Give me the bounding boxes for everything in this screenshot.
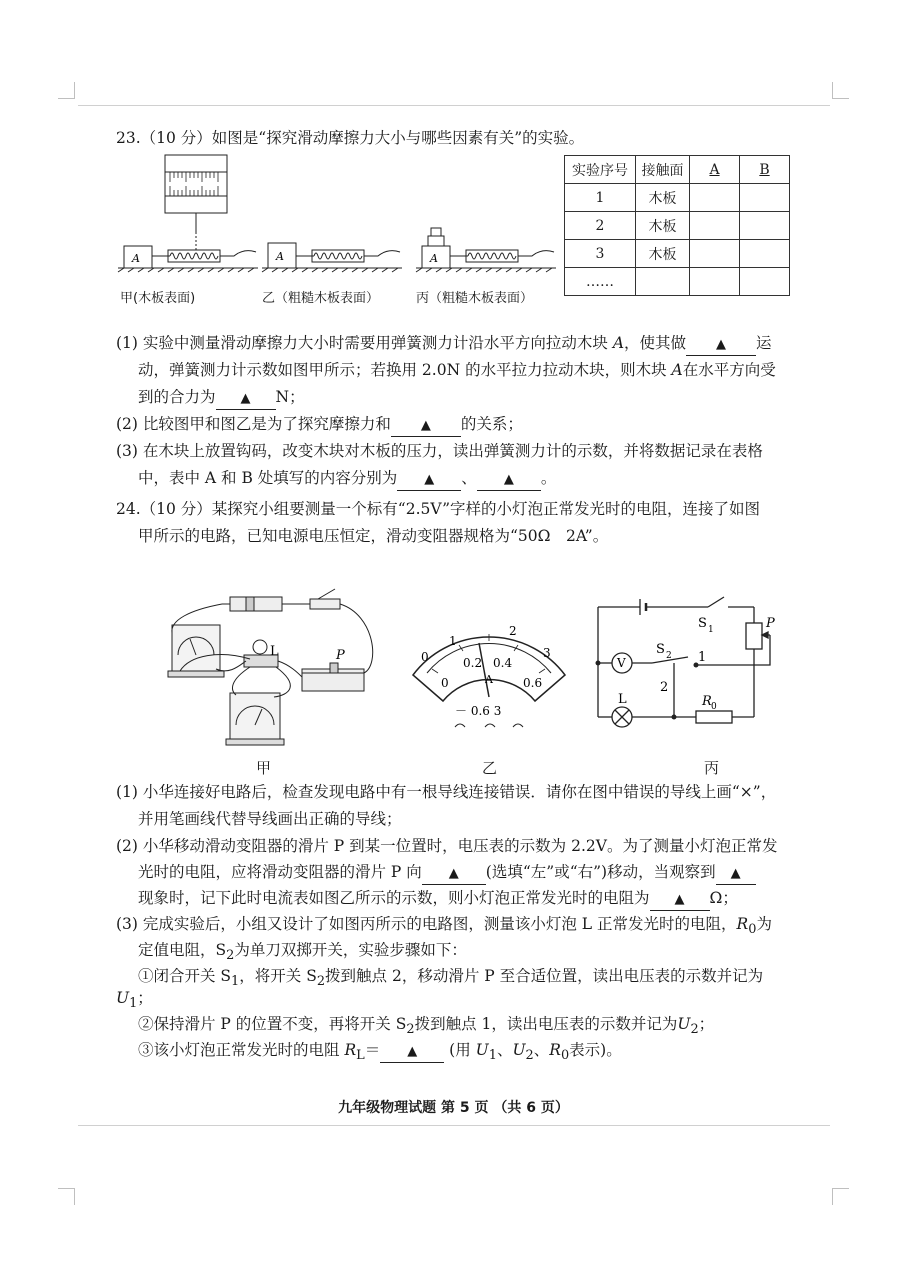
q24-p3-line1: (3) 完成实验后，小组又设计了如图丙所示的电路图，测量该小灯泡 L 正常发光时的电阻，$R_0$为 xyxy=(116,915,772,938)
q23-p1-line3: 到的合力为 ▲ N； xyxy=(138,387,305,410)
caption-yi: 乙（粗糙木板表面） xyxy=(262,291,380,306)
q23-p1-line1: (1) 实验中测量滑动摩擦力大小时需要用弹簧测力计沿水平方向拉动木块 A，使其做 ▲ 运 xyxy=(116,333,772,356)
spring-scale-reading xyxy=(165,155,227,250)
crop-mark-bottom-right xyxy=(832,1188,849,1205)
meter-inner-tick: 0.2 xyxy=(463,656,483,670)
q24-figure-yi-meter xyxy=(405,605,575,735)
fig-label-jia: 甲 xyxy=(256,759,272,777)
q24-step1-line1: ①闭合开关 $S_1$，将开关 $S_2$拨到触点 2，移动滑片 P 至合适位置，读出电压表的示数并记为 xyxy=(138,967,764,990)
q24-step1-line2: $U_1$； xyxy=(116,989,153,1012)
slider-label: P xyxy=(336,648,345,663)
q24-step2: ②保持滑片 P 的位置不变，再将开关 $S_2$拨到触点 1，读出电压表的示数并记为$U_2$； xyxy=(138,1015,715,1038)
s1-label: S xyxy=(698,616,707,631)
q23-p1-line2: 动，弹簧测力计示数如图甲所示；若换用 2.0N 的水平拉力拉动木块，则木块 A在水平方向受 xyxy=(138,361,776,379)
q24-p3-line2: 定值电阻，$S_2$为单刀双掷开关，实验步骤如下： xyxy=(138,941,467,964)
table-header: B xyxy=(740,156,790,184)
table-row: 2 木板 xyxy=(565,212,790,240)
answer-blank[interactable]: ▲ xyxy=(477,468,541,491)
caption-bing: 丙（粗糙木板表面） xyxy=(416,291,534,306)
page-top-rule xyxy=(78,105,830,106)
answer-blank[interactable]: ▲ xyxy=(380,1040,444,1063)
fig-label-yi: 乙 xyxy=(482,759,498,777)
answer-blank[interactable]: ▲ xyxy=(216,387,276,410)
q24-p2-line1: (2) 小华移动滑动变阻器的滑片 P 到某一位置时，电压表的示数为 2.2V。为了测量小灯泡正常发 xyxy=(116,837,778,855)
q24-figure-bing-circuit xyxy=(592,595,792,735)
s1-subscript: 1 xyxy=(708,625,714,635)
meter-terminals: － 0.6 3 xyxy=(455,704,502,718)
meter-tick: 0 xyxy=(421,650,429,664)
answer-blank[interactable]: ▲ xyxy=(686,333,756,356)
meter-tick: 1 xyxy=(449,634,457,648)
table-row: …… xyxy=(565,268,790,296)
block-label-yi: A xyxy=(276,250,284,263)
q23-p2: (2) 比较图甲和图乙是为了探究摩擦力和 ▲ 的关系； xyxy=(116,414,523,437)
table-header: 接触面 xyxy=(636,156,690,184)
fig-label-bing: 丙 xyxy=(704,759,720,777)
block-label-bing: A xyxy=(430,252,438,265)
meter-tick: 2 xyxy=(509,624,517,638)
q24-header-line2: 甲所示的电路，已知电源电压恒定，滑动变阻器规格为“50Ω 2A”。 xyxy=(138,527,609,545)
answer-blank[interactable]: ▲ xyxy=(397,468,461,491)
q24-figure-jia xyxy=(160,585,390,755)
answer-blank[interactable]: ▲ xyxy=(422,862,486,885)
setup-bing xyxy=(416,228,556,272)
contact-1: 1 xyxy=(698,650,707,665)
meter-inner-tick: 0.6 xyxy=(523,676,543,690)
q24-p2-line3: 现象时，记下此时电流表如图乙所示的示数，则小灯泡正常发光时的电阻为 ▲ Ω； xyxy=(138,888,738,911)
voltmeter-symbol: V xyxy=(617,656,626,670)
page-bottom-rule xyxy=(78,1125,830,1126)
q24-step3: ③该小灯泡正常发光时的电阻 $R_L=$ ▲ (用 $U_1$、$U_2$、$R_0$表示)。 xyxy=(138,1041,622,1064)
meter-unit: A xyxy=(485,673,493,686)
q24-p2-line2: 光时的电阻，应将滑动变阻器的滑片 P 向 ▲ (选填“左”或“右”)移动，当观察到 ▲ xyxy=(138,862,756,885)
q24-p1-line2: 并用笔画线代替导线画出正确的导线； xyxy=(138,810,402,828)
q23-p3-line2: 中，表中 A 和 B 处填写的内容分别为 ▲ 、 ▲ 。 xyxy=(138,468,556,491)
q24-header-line1: 24.（10 分）某探究小组要测量一个标有“2.5V”字样的小灯泡正常发光时的电阻，连接了如图 xyxy=(116,500,761,518)
q23-p3-line1: (3) 在木块上放置钩码，改变木块对木板的压力，读出弹簧测力计的示数，并将数据记录在表格 xyxy=(116,442,763,460)
crop-mark-bottom-left xyxy=(58,1188,75,1205)
contact-2: 2 xyxy=(660,680,669,695)
s2-subscript: 2 xyxy=(666,651,672,661)
block-label-jia: A xyxy=(132,252,140,265)
meter-tick: 3 xyxy=(543,646,551,660)
s2-label: S xyxy=(656,642,665,657)
q23-data-table xyxy=(564,155,790,296)
table-header-row xyxy=(565,156,790,184)
meter-inner-tick: 0.4 xyxy=(493,656,513,670)
answer-blank[interactable]: ▲ xyxy=(391,414,461,437)
q23-header: 23.（10 分）如图是“探究滑动摩擦力大小与哪些因素有关”的实验。 xyxy=(116,129,585,147)
table-row: 1 木板 xyxy=(565,184,790,212)
meter-inner-tick: 0 xyxy=(441,676,449,690)
table-header: A xyxy=(690,156,740,184)
page-footer: 九年级物理试题 第 5 页 （共 6 页） xyxy=(338,1100,569,1116)
table-row: 3 木板 xyxy=(565,240,790,268)
r0-subscript: 0 xyxy=(711,702,717,712)
crop-mark-top-left xyxy=(58,82,75,99)
answer-blank[interactable]: ▲ xyxy=(716,862,756,885)
p-label: P xyxy=(766,616,775,631)
answer-blank[interactable]: ▲ xyxy=(650,888,710,911)
lamp-label: L xyxy=(270,644,279,659)
caption-jia: 甲(木板表面) xyxy=(120,291,196,306)
q23-figure xyxy=(110,150,560,310)
crop-mark-top-right xyxy=(832,82,849,99)
lamp-symbol-label: L xyxy=(618,692,627,707)
table-header: 实验序号 xyxy=(565,156,636,184)
q24-p1-line1: (1) 小华连接好电路后，检查发现电路中有一根导线连接错误．请你在图中错误的导线上画“×”， xyxy=(116,783,777,801)
r0-label: R xyxy=(702,694,712,709)
